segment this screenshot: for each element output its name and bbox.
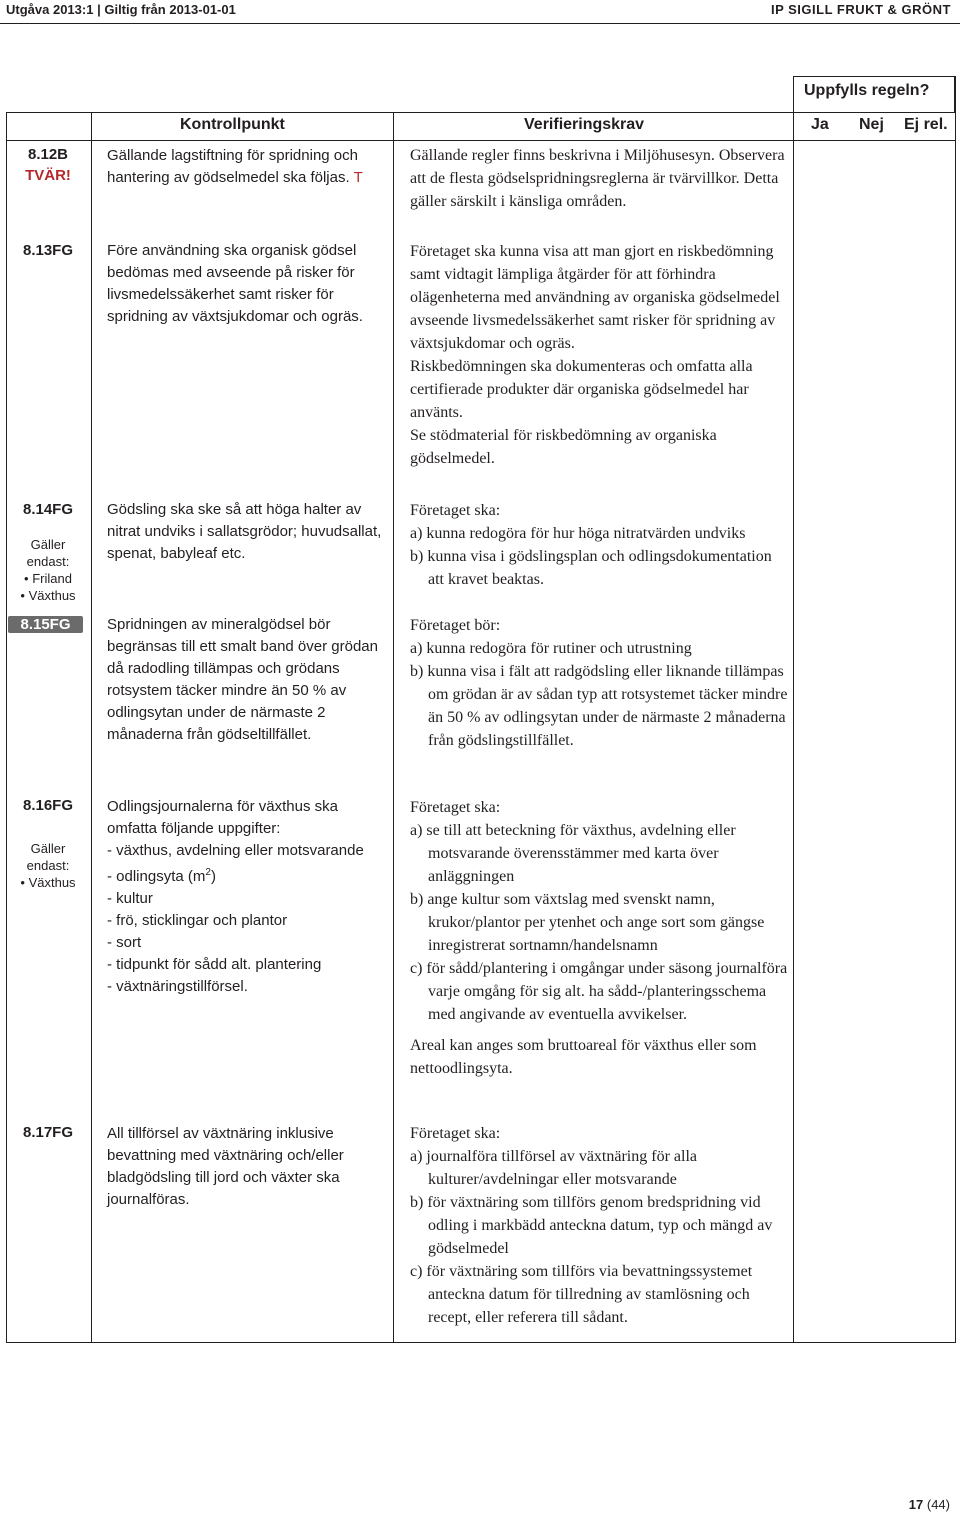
header-nej: Nej — [859, 116, 884, 133]
column-divider — [793, 112, 794, 1343]
applies-only: Gäller endast: • Friland • Växthus — [20, 537, 76, 603]
kontrollpunkt-text: Gödsling ska ske så att höga halter av nitrat undviks i sallatsgrödor; huvudsallat, spenat, babyleaf etc. — [107, 501, 382, 562]
tvarvillkor-mark: T — [353, 169, 363, 186]
brand-name: IP SIGILL FRUKT & GRÖNT — [770, 2, 951, 17]
edition-separator: | — [97, 2, 101, 17]
header-ja: Ja — [811, 116, 829, 133]
column-divider — [91, 112, 92, 1343]
table-left-border — [6, 112, 7, 1343]
row-code: 8.13FG — [22, 242, 74, 259]
kontrollpunkt-text: Spridningen av mineralgödsel bör begränsas till ett smalt band över grödan då radodling tillämpas och grödans rotsystem täcker mindre än 50 % av odlingsytan under de närmaste 2 månaderna från gödseltillfället. — [107, 616, 378, 743]
verifieringskrav-text: Företaget bör: a) kunna redogöra för rutiner och utrustning b) kunna visa i fält att radgödsling eller liknande tillämpas om grödan är av sådan typ att rotsystemet täcker mindre än 50 % av odlingsytan under de närmaste 2 månaderna från gödslingstillfället. — [410, 617, 788, 749]
row-code: 8.12B — [27, 146, 69, 163]
tvarvillkor-tag: TVÄR! — [25, 167, 71, 184]
verifieringskrav-text: Gällande regler finns beskrivna i Miljöhusesyn. Observera att de flesta gödselspridningsreglerna är tvärvillkor. Detta gäller särskilt i känsliga områden. — [410, 147, 785, 210]
verifieringskrav-text: Företaget ska kunna visa att man gjort en riskbedömning samt vidtagit lämpliga åtgärder för att förhindra olägenheterna med användning av organiska gödselmedel avseende livsmedelssäkerhet samt risker för spridning av växtsjukdomar och ogräs. Riskbedömningen ska dokumenteras och omfatta alla certifierade produkter där organiska gödselmedel har använts. Se stödmaterial för riskbedömning av organiska gödselmedel. — [410, 243, 780, 467]
header-kontrollpunkt: Kontrollpunkt — [180, 116, 285, 133]
header-bottom-border — [6, 140, 956, 141]
kontrollpunkt-text: All tillförsel av växtnäring inklusive bevattning med växtnäring och/eller bladgödsling till jord och växter ska journalföras. — [107, 1125, 344, 1208]
header-verifieringskrav: Verifieringskrav — [524, 116, 645, 133]
row-code: 8.16FG — [22, 797, 74, 814]
applies-only: Gäller endast: • Växthus — [20, 841, 76, 890]
row-code: 8.17FG — [22, 1124, 74, 1141]
top-bar — [0, 0, 960, 24]
header-ej-rel: Ej rel. — [904, 116, 948, 133]
verifieringskrav-text: Företaget ska: a) kunna redogöra för hur höga nitratvärden undviks b) kunna visa i gödslingsplan och odlingsdokumentation att kravet beaktas. — [410, 502, 772, 588]
table-right-border — [955, 76, 956, 1343]
kontrollpunkt-text: Odlingsjournalerna för växthus ska omfatta följande uppgifter: - växthus, avdelning eller motsvarande - odlingsyta $(m^2)$ - kultur - frö, sticklingar och plantor - sort - tidpunkt för sådd alt. plantering - växtnäringstillförsel. — [107, 798, 364, 995]
edition-label: Utgåva 2013:1 — [6, 2, 94, 17]
table-bottom-border — [6, 1342, 956, 1343]
column-divider — [393, 112, 394, 1343]
kontrollpunkt-text: Före användning ska organisk gödsel bedömas med avseende på risker för livsmedelssäkerhet samt risker för spridning av växtsjukdomar och ogräs. — [107, 242, 363, 325]
kontrollpunkt-text: Gällande lagstiftning för spridning och hantering av gödselmedel ska följas. T — [107, 147, 363, 186]
edition-info — [6, 2, 236, 17]
row-code: 8.14FG — [22, 501, 74, 518]
page-number: 17 (44) — [908, 1497, 950, 1512]
row-code: 8.15FG — [8, 616, 83, 633]
table-top-border — [6, 112, 956, 113]
compliance-question: Uppfylls regeln? — [804, 82, 930, 99]
verifieringskrav-text: Företaget ska: a) se till att beteckning för växthus, avdelning eller motsvarande överensstämmer med karta över anläggningen b) ange kultur som växtslag med svenskt namn, krukor/plantor per ytenhet och ange sort som gängse inregistrerat sortnamn/handelsnamn c) för sådd/plantering i omgångar under säsong journalföra varje omgång för sig alt. ha sådd-/planteringsschema med angivande av eventuella avvikelser. Areal kan anges som bruttoareal för växthus eller som nettoodlingsyta. — [410, 799, 788, 1077]
valid-from: Giltig från 2013-01-01 — [104, 2, 236, 17]
verifieringskrav-text: Företaget ska: a) journalföra tillförsel av växtnäring för alla kulturer/avdelningar eller motsvarande b) för växtnäring som tillförs genom bredspridning vid odling i markbädd anteckna datum, typ och mängd av gödselmedel c) för växtnäring som tillförs via bevattningssystemet anteckna datum för tillredning av stamlösning och recept, eller referera till sådant. — [410, 1125, 773, 1326]
